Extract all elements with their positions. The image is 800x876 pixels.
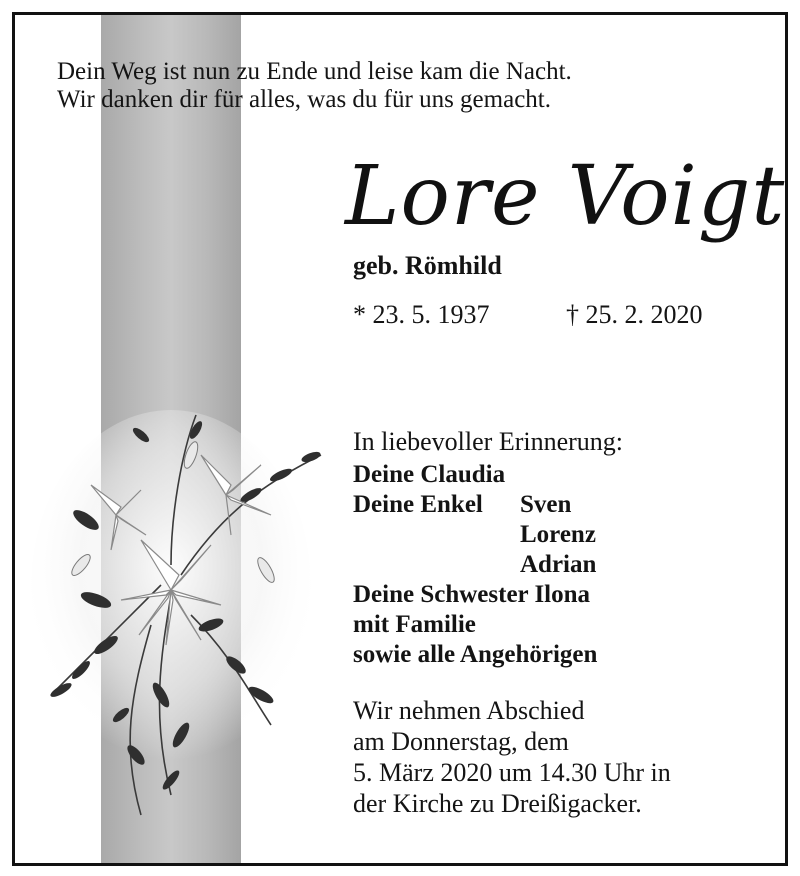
grandchild-name: Adrian bbox=[520, 551, 597, 578]
birth-name: geb. Römhild bbox=[353, 251, 502, 280]
grandchild-name: Sven bbox=[520, 491, 572, 518]
verse-line: Wir danken dir für alles, was du für uns gemacht. bbox=[57, 86, 551, 113]
verse-line: Dein Weg ist nun zu Ende und leise kam die Nacht. bbox=[57, 58, 572, 85]
farewell-notice bbox=[353, 695, 671, 819]
mourner-line: sowie alle Angehörigen bbox=[353, 641, 598, 668]
lily-bouquet-icon bbox=[21, 395, 341, 835]
mourner-line: Deine Schwester Ilona bbox=[353, 581, 591, 608]
grandchild-name: Lorenz bbox=[520, 521, 596, 548]
mourner-line bbox=[353, 490, 597, 520]
mourner-line: Deine Claudia bbox=[353, 461, 506, 488]
mourners-list bbox=[353, 460, 597, 670]
farewell-line: der Kirche zu Dreißigacker. bbox=[353, 789, 642, 818]
memory-intro: In liebevoller Erinnerung: bbox=[353, 427, 624, 456]
mourner-grandchildren-label: Deine Enkel bbox=[353, 491, 483, 518]
mourner-line: mit Familie bbox=[353, 611, 476, 638]
obituary-frame bbox=[12, 12, 788, 866]
farewell-line: am Donnerstag, dem bbox=[353, 727, 569, 756]
birth-date: * 23. 5. 1937 bbox=[353, 300, 490, 329]
death-date: † 25. 2. 2020 bbox=[566, 300, 703, 329]
verse bbox=[57, 58, 572, 114]
deceased-name: Lore Voigt bbox=[345, 149, 786, 244]
farewell-line: Wir nehmen Abschied bbox=[353, 696, 585, 725]
farewell-line: 5. März 2020 um 14.30 Uhr in bbox=[353, 758, 671, 787]
